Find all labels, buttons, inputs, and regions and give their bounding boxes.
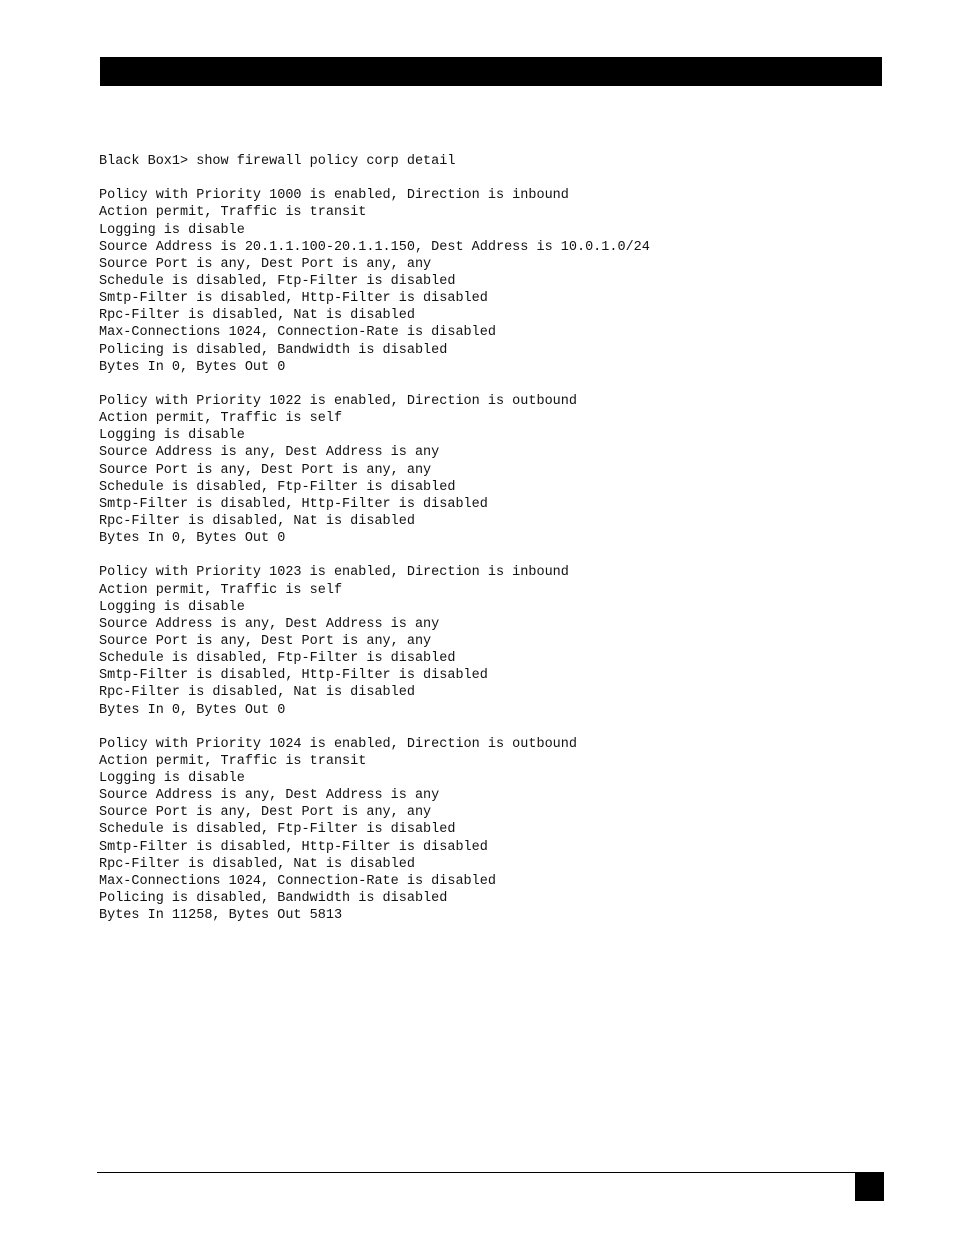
output-line: Action permit, Traffic is self	[99, 582, 343, 598]
output-line: Action permit, Traffic is transit	[99, 205, 367, 221]
page-number-block	[855, 1172, 884, 1201]
output-line: Source Port is any, Dest Port is any, any	[99, 633, 432, 649]
output-line: Policy with Priority 1000 is enabled, Direction is inbound	[99, 188, 569, 204]
output-line: Source Address is any, Dest Address is any	[99, 788, 440, 804]
output-line: Rpc-Filter is disabled, Nat is disabled	[99, 856, 415, 872]
output-line: Logging is disable	[99, 428, 245, 444]
output-line: Policy with Priority 1022 is enabled, Direction is outbound	[99, 393, 577, 409]
output-line: Bytes In 0, Bytes Out 0	[99, 702, 286, 718]
output-line: Smtp-Filter is disabled, Http-Filter is disabled	[99, 668, 488, 684]
output-line: Schedule is disabled, Ftp-Filter is disabled	[99, 651, 456, 667]
output-line: Action permit, Traffic is transit	[99, 753, 367, 769]
output-line: Schedule is disabled, Ftp-Filter is disabled	[99, 273, 456, 289]
output-line: Rpc-Filter is disabled, Nat is disabled	[99, 685, 415, 701]
output-line: Action permit, Traffic is self	[99, 411, 343, 427]
output-line: Policing is disabled, Bandwidth is disabled	[99, 342, 448, 358]
output-line: Policing is disabled, Bandwidth is disabled	[99, 891, 448, 907]
output-line: Rpc-Filter is disabled, Nat is disabled	[99, 513, 415, 529]
cli-output	[99, 153, 650, 924]
blank-line	[99, 547, 650, 564]
output-line: Logging is disable	[99, 771, 245, 787]
header-bar	[100, 57, 882, 86]
output-line: Policy with Priority 1023 is enabled, Direction is inbound	[99, 565, 569, 581]
output-line: Schedule is disabled, Ftp-Filter is disabled	[99, 479, 456, 495]
output-line: Source Address is any, Dest Address is any	[99, 616, 440, 632]
output-line: Bytes In 0, Bytes Out 0	[99, 531, 286, 547]
output-line: Source Port is any, Dest Port is any, any	[99, 256, 432, 272]
output-line: Source Address is any, Dest Address is any	[99, 445, 440, 461]
output-line: Smtp-Filter is disabled, Http-Filter is disabled	[99, 496, 488, 512]
blank-line	[99, 170, 650, 187]
output-line: Max-Connections 1024, Connection-Rate is disabled	[99, 325, 496, 341]
command-line: Black Box1> show firewall policy corp detail	[99, 154, 456, 169]
output-line: Logging is disable	[99, 599, 245, 615]
output-line: Bytes In 0, Bytes Out 0	[99, 359, 286, 375]
output-line: Logging is disable	[99, 222, 245, 238]
blank-line	[99, 719, 650, 736]
output-line: Source Address is 20.1.1.100-20.1.1.150, Dest Address is 10.0.1.0/24	[99, 239, 650, 255]
output-line: Schedule is disabled, Ftp-Filter is disabled	[99, 822, 456, 838]
blank-line	[99, 376, 650, 393]
output-line: Rpc-Filter is disabled, Nat is disabled	[99, 308, 415, 324]
output-line: Policy with Priority 1024 is enabled, Direction is outbound	[99, 736, 577, 752]
output-line: Smtp-Filter is disabled, Http-Filter is disabled	[99, 291, 488, 307]
output-line: Source Port is any, Dest Port is any, any	[99, 462, 432, 478]
output-line: Max-Connections 1024, Connection-Rate is disabled	[99, 873, 496, 889]
output-line: Smtp-Filter is disabled, Http-Filter is disabled	[99, 839, 488, 855]
footer-rule	[97, 1172, 855, 1173]
output-line: Bytes In 11258, Bytes Out 5813	[99, 908, 343, 924]
output-line: Source Port is any, Dest Port is any, any	[99, 805, 432, 821]
